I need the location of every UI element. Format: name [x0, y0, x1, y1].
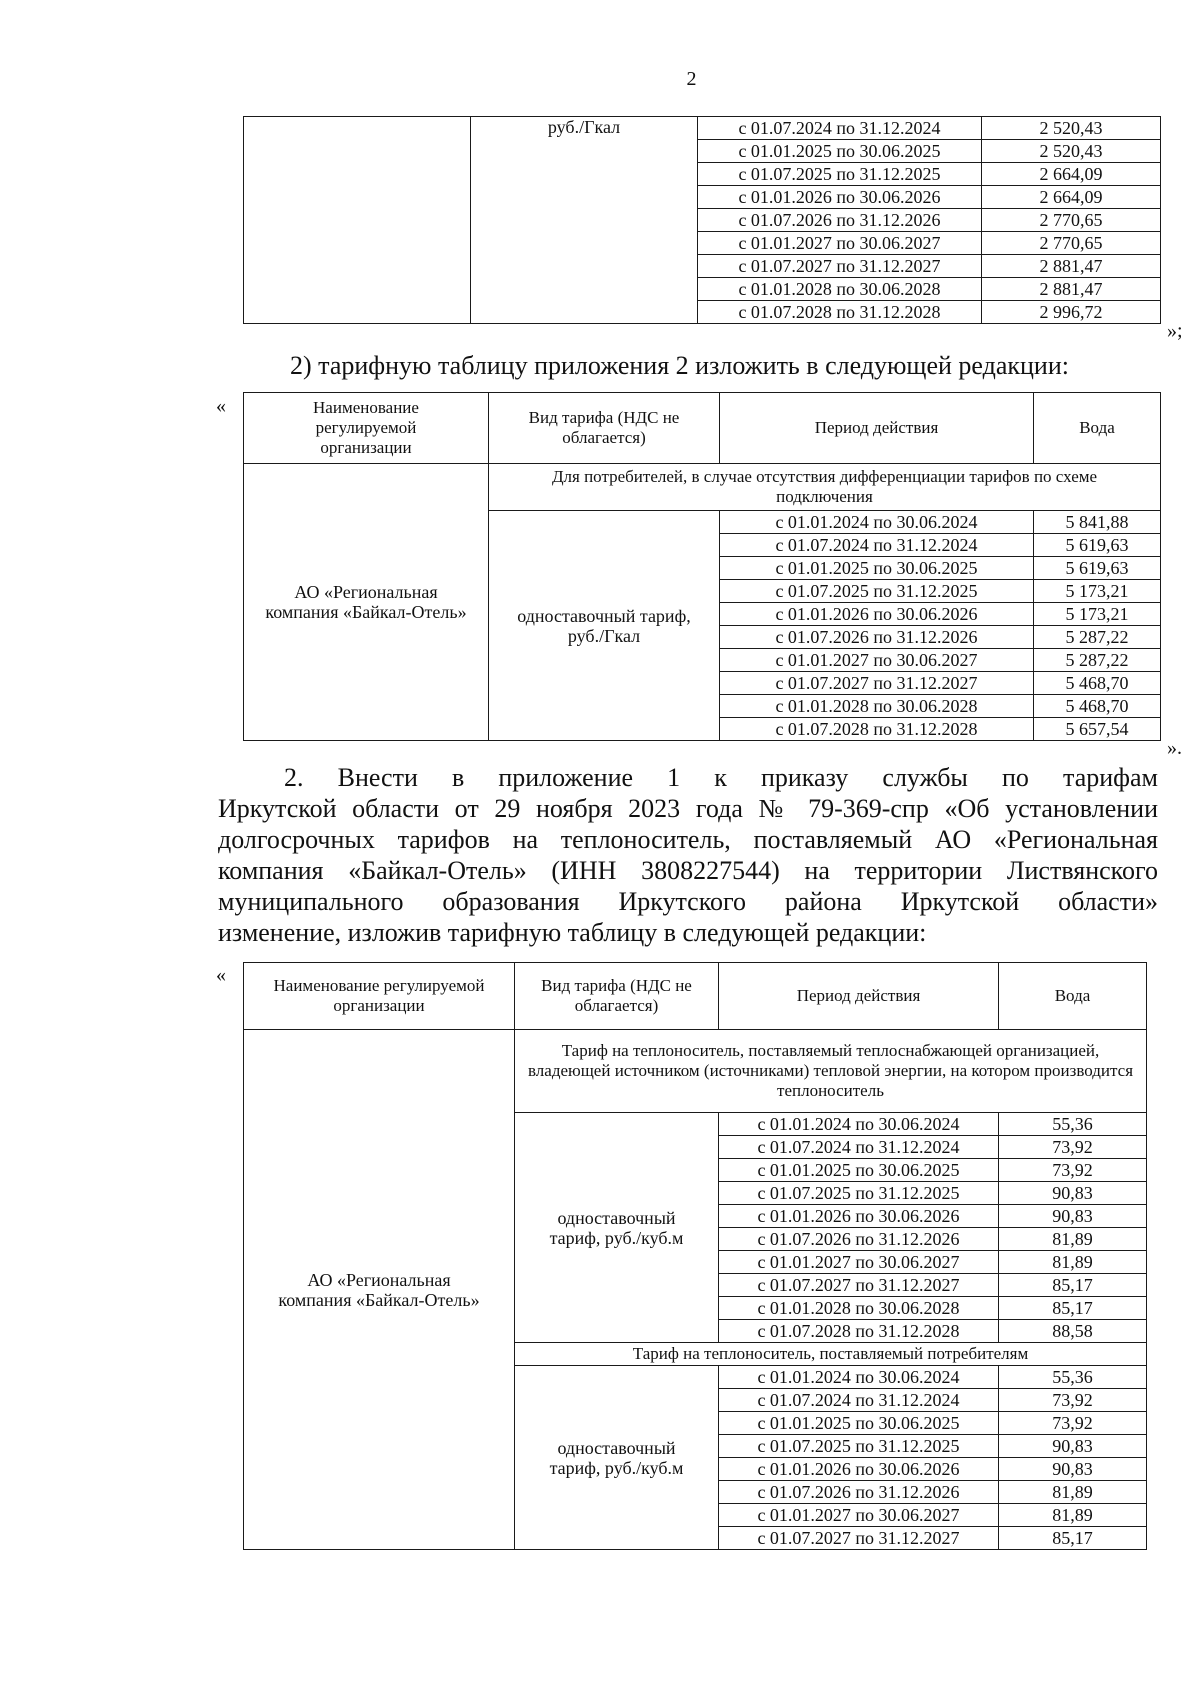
period-cell: с 01.07.2025 по 31.12.2025 — [719, 1182, 999, 1205]
period-cell: с 01.01.2028 по 30.06.2028 — [720, 695, 1034, 718]
period-cell: с 01.07.2024 по 31.12.2024 — [720, 534, 1034, 557]
tariff-table-appendix-2 — [243, 392, 1161, 741]
value-cell: 90,83 — [999, 1435, 1147, 1458]
value-cell: 2 520,43 — [982, 140, 1161, 163]
value-cell: 81,89 — [999, 1251, 1147, 1274]
page-number: 2 — [686, 68, 697, 90]
paragraph-2-line: долгосрочных тарифов на теплоноситель, поставляемый АО «Региональная — [218, 825, 1158, 854]
closing-quote-1: »; — [1167, 320, 1183, 342]
period-cell: с 01.01.2025 по 30.06.2025 — [719, 1412, 999, 1435]
period-cell: с 01.01.2026 по 30.06.2026 — [720, 603, 1034, 626]
value-cell: 90,83 — [999, 1182, 1147, 1205]
value-cell: 81,89 — [999, 1481, 1147, 1504]
paragraph-2 — [218, 762, 1158, 948]
period-cell: с 01.07.2026 по 31.12.2026 — [698, 209, 982, 232]
value-cell: 90,83 — [999, 1205, 1147, 1228]
org-name-cell: АО «Региональная компания «Байкал-Отель» — [244, 1030, 515, 1550]
period-cell: с 01.07.2024 по 31.12.2024 — [698, 117, 982, 140]
period-cell: с 01.07.2027 по 31.12.2027 — [719, 1527, 999, 1550]
paragraph-2-line: изменение, изложив тарифную таблицу в следующей редакции: — [218, 918, 927, 947]
value-cell: 55,36 — [999, 1113, 1147, 1136]
period-cell: с 01.01.2026 по 30.06.2026 — [698, 186, 982, 209]
tariff-table-continuation — [243, 116, 1161, 324]
tariff-label-cell: одноставочный тариф, руб./Гкал — [489, 511, 720, 741]
value-cell: 5 287,22 — [1034, 649, 1161, 672]
period-cell: с 01.07.2028 по 31.12.2028 — [698, 301, 982, 324]
period-cell: с 01.01.2027 по 30.06.2027 — [719, 1251, 999, 1274]
period-cell: с 01.07.2027 по 31.12.2027 — [719, 1274, 999, 1297]
opening-quote-2: « — [216, 395, 226, 417]
header-tariff-type: Вид тарифа (НДС не облагается) — [489, 393, 720, 464]
value-cell: 2 770,65 — [982, 232, 1161, 255]
value-cell: 5 468,70 — [1034, 672, 1161, 695]
table-row — [244, 464, 1161, 511]
value-cell: 2 881,47 — [982, 278, 1161, 301]
period-cell: с 01.01.2024 по 30.06.2024 — [719, 1113, 999, 1136]
value-cell: 90,83 — [999, 1458, 1147, 1481]
period-cell: с 01.01.2025 по 30.06.2025 — [719, 1159, 999, 1182]
paragraph-2-line: компания «Байкал-Отель» (ИНН 3808227544) на территории Листвянского — [218, 856, 1158, 885]
closing-quote-2: ». — [1167, 737, 1182, 759]
period-cell: с 01.01.2027 по 30.06.2027 — [720, 649, 1034, 672]
table-header-row — [244, 393, 1161, 464]
table-row — [244, 1030, 1147, 1113]
value-cell: 85,17 — [999, 1527, 1147, 1550]
tariff-table-heat-carrier — [243, 962, 1147, 1550]
org-cell — [244, 117, 471, 324]
period-cell: с 01.07.2025 по 31.12.2025 — [698, 163, 982, 186]
paragraph-2-line: Иркутской области от 29 ноября 2023 года № 79-369-спр «Об установлении — [218, 794, 1158, 823]
paragraph-2-line: муниципального образования Иркутского района Иркутской области» — [218, 887, 1158, 916]
header-tariff-type: Вид тарифа (НДС не облагается) — [515, 963, 719, 1030]
value-cell: 73,92 — [999, 1412, 1147, 1435]
value-cell: 2 881,47 — [982, 255, 1161, 278]
value-cell: 85,17 — [999, 1297, 1147, 1320]
paragraph-2-line: 2. Внести в приложение 1 к приказу службы по тарифам — [284, 763, 1158, 792]
value-cell: 5 657,54 — [1034, 718, 1161, 741]
table-row — [244, 117, 1161, 140]
unit-cell: руб./Гкал — [471, 117, 698, 324]
period-cell: с 01.07.2026 по 31.12.2026 — [719, 1481, 999, 1504]
section-cell: Тариф на теплоноситель, поставляемый потребителям — [515, 1343, 1147, 1366]
period-cell: с 01.01.2025 по 30.06.2025 — [698, 140, 982, 163]
value-cell: 5 841,88 — [1034, 511, 1161, 534]
period-cell: с 01.07.2028 по 31.12.2028 — [720, 718, 1034, 741]
period-cell: с 01.01.2026 по 30.06.2026 — [719, 1458, 999, 1481]
period-cell: с 01.01.2028 по 30.06.2028 — [698, 278, 982, 301]
period-cell: с 01.07.2026 по 31.12.2026 — [720, 626, 1034, 649]
period-cell: с 01.01.2024 по 30.06.2024 — [719, 1366, 999, 1389]
period-cell: с 01.07.2027 по 31.12.2027 — [698, 255, 982, 278]
value-cell: 2 520,43 — [982, 117, 1161, 140]
period-cell: с 01.07.2025 по 31.12.2025 — [719, 1435, 999, 1458]
value-cell: 2 664,09 — [982, 186, 1161, 209]
period-cell: с 01.07.2024 по 31.12.2024 — [719, 1389, 999, 1412]
value-cell: 5 468,70 — [1034, 695, 1161, 718]
value-cell: 2 996,72 — [982, 301, 1161, 324]
header-water: Вода — [1034, 393, 1161, 464]
org-name-cell: АО «Региональная компания «Байкал-Отель» — [244, 464, 489, 741]
period-cell: с 01.01.2024 по 30.06.2024 — [720, 511, 1034, 534]
value-cell: 2 664,09 — [982, 163, 1161, 186]
header-period: Период действия — [720, 393, 1034, 464]
value-cell: 73,92 — [999, 1159, 1147, 1182]
tariff-label-cell: одноставочный тариф, руб./куб.м — [515, 1113, 719, 1343]
period-cell: с 01.07.2025 по 31.12.2025 — [720, 580, 1034, 603]
value-cell: 2 770,65 — [982, 209, 1161, 232]
section-cell: Тариф на теплоноситель, поставляемый теплоснабжающей организацией, владеющей источником (источниками) тепловой энергии, на котором производится теплоноситель — [515, 1030, 1147, 1113]
header-water: Вода — [999, 963, 1147, 1030]
period-cell: с 01.07.2026 по 31.12.2026 — [719, 1228, 999, 1251]
period-cell: с 01.07.2024 по 31.12.2024 — [719, 1136, 999, 1159]
paragraph-item-2: 2) тарифную таблицу приложения 2 изложить в следующей редакции: — [290, 351, 1069, 380]
period-cell: с 01.01.2028 по 30.06.2028 — [719, 1297, 999, 1320]
value-cell: 81,89 — [999, 1228, 1147, 1251]
period-cell: с 01.01.2027 по 30.06.2027 — [719, 1504, 999, 1527]
header-org: Наименование регулируемой организации — [244, 393, 489, 464]
value-cell: 5 173,21 — [1034, 580, 1161, 603]
period-cell: с 01.01.2026 по 30.06.2026 — [719, 1205, 999, 1228]
opening-quote-3: « — [216, 964, 226, 986]
value-cell: 5 173,21 — [1034, 603, 1161, 626]
value-cell: 88,58 — [999, 1320, 1147, 1343]
value-cell: 85,17 — [999, 1274, 1147, 1297]
value-cell: 5 619,63 — [1034, 557, 1161, 580]
tariff-label-cell: одноставочный тариф, руб./куб.м — [515, 1366, 719, 1550]
header-period: Период действия — [719, 963, 999, 1030]
value-cell: 5 619,63 — [1034, 534, 1161, 557]
period-cell: с 01.07.2027 по 31.12.2027 — [720, 672, 1034, 695]
value-cell: 81,89 — [999, 1504, 1147, 1527]
value-cell: 5 287,22 — [1034, 626, 1161, 649]
period-cell: с 01.01.2027 по 30.06.2027 — [698, 232, 982, 255]
value-cell: 73,92 — [999, 1136, 1147, 1159]
section-cell: Для потребителей, в случае отсутствия дифференциации тарифов по схеме подключения — [489, 464, 1161, 511]
value-cell: 55,36 — [999, 1366, 1147, 1389]
period-cell: с 01.01.2025 по 30.06.2025 — [720, 557, 1034, 580]
value-cell: 73,92 — [999, 1389, 1147, 1412]
period-cell: с 01.07.2028 по 31.12.2028 — [719, 1320, 999, 1343]
table-header-row — [244, 963, 1147, 1030]
header-org: Наименование регулируемой организации — [244, 963, 515, 1030]
